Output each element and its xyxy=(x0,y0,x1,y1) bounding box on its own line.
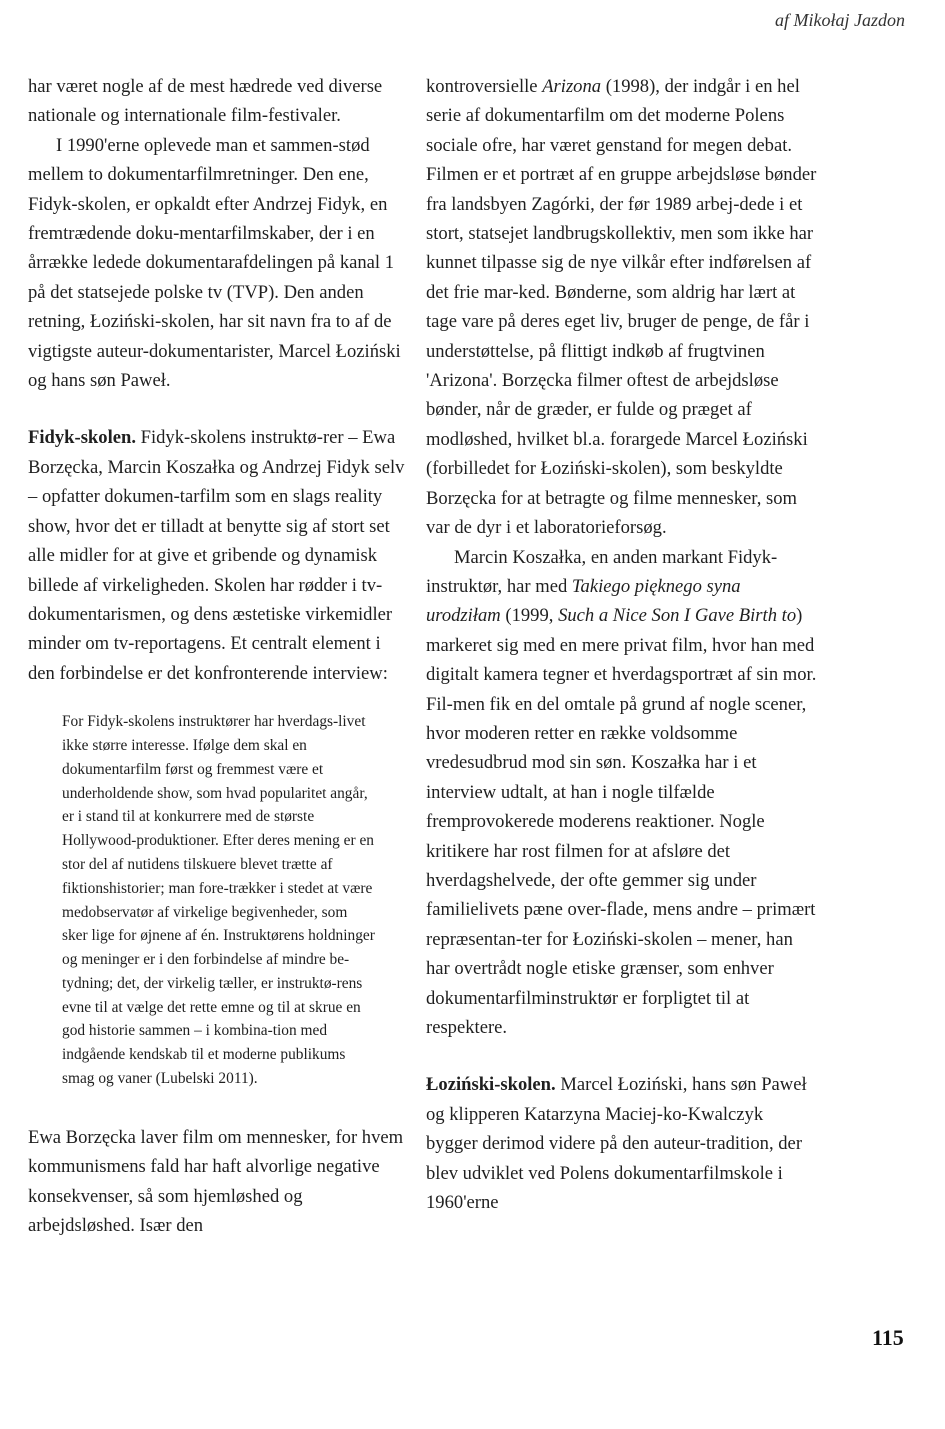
paragraph xyxy=(426,1070,818,1217)
paragraph xyxy=(426,543,818,1043)
block-quote: For Fidyk-skolens instruktører har hverdags-livet ikke større interesse. Ifølge dem skal en dokumentarfilm først og fremmest være et underholdende show, som hvad popularitet angår, er i stand til at konkurrere med de største Hollywood-produktioner. Efter deres mening er en stor del af nutidens tilskuere blevet trætte af fiktionshistorier; man fore-trækker i stedet at være medobservatør af virkelige begivenheder, som sker lige for øjnene af én. Instruktørens holdninger og meninger er i den forbindelse af mindre be-tydning; det, der virkelig tæller, er instruktø-rens evne til at vælge det rette emne og til at skrue en god historie sammen – i kombina-tion med indgående kendskab til et moderne publikums smag og vaner (Lubelski 2011). xyxy=(62,713,375,1088)
paragraph xyxy=(28,423,406,688)
paragraph-text: Fidyk-skolens instruktø-rer – Ewa Borzęcka, Marcin Koszałka og Andrzej Fidyk selv – opfatter dokumen-tarfilm som en slags reality show, hvor det er tilladt at benytte sig af stort set alle midler for at give et gribende og dynamisk billede af virkeligheden. Skolen har rødder i tv-dokumentarismen, og dens æstetiske virkemidler minder om tv-reportagens. Et centralt element i den forbindelse er det konfronterende interview: xyxy=(28,427,405,684)
paragraph: I 1990'erne oplevede man et sammen-stød mellem to dokumentarfilmretninger. Den ene, Fidyk-skolen, er opkaldt efter Andrzej Fidyk, en fremtrædende doku-mentarfilmskaber, der i en årrække ledede dokumentarafdelingen på kanal 1 på det statsejede polske tv (TVP). Den anden retning, Łoziński-skolen, har sit navn fra to af de vigtigste auteur-dokumentarister, Marcel Łoziński og hans søn Paweł. xyxy=(28,134,401,392)
film-title: Arizona xyxy=(542,76,602,97)
right-column xyxy=(426,72,818,1217)
paragraph-text: Marcel Łoziński, hans søn Paweł og klipperen Katarzyna Maciej-ko-Kwalczyk bygger derimod videre på den auteur-tradition, der blev udviklet ved Polens dokumentarfilmskole i 1960'erne xyxy=(426,1074,807,1214)
paragraph: har været nogle af de mest hædrede ved diverse nationale og internationale film-festivaler. xyxy=(28,76,383,127)
paragraph xyxy=(426,72,818,543)
paragraph-text: Marcin Koszałka, en anden markant Fidyk-instruktør, har med xyxy=(426,546,778,597)
film-title-english: Such a Nice Son I Gave Birth to xyxy=(558,605,797,627)
section-heading-lozinski: Łoziński-skolen. xyxy=(426,1074,556,1096)
section-heading-fidyk: Fidyk-skolen. xyxy=(28,427,136,449)
left-column xyxy=(28,72,406,1241)
paragraph-text: (1999, xyxy=(500,605,559,627)
film-title: Takiego pięknego syna urodziłam xyxy=(426,575,741,627)
paragraph: Ewa Borzęcka laver film om mennesker, for hvem kommunismens fald har haft alvorlige negative konsekvenser, så som hjemløshed og arbejdsløshed. Især den xyxy=(28,1126,404,1237)
paragraph-text: kontroversielle xyxy=(426,76,543,97)
running-head: af Mikołaj Jazdon xyxy=(775,10,905,30)
paragraph-text: ) markeret sig med en mere privat film, hvor han med digitalt kamera tegner et hverdagsportræt af sin mor. Fil-men fik en del omtale på grund af nogle scener, hvor moderen retter en række voldsomme vredesudbrud mod sin søn. Koszałka har i et interview udtalt, at han i nogle tilfælde fremprovokerede moderens reaktioner. Nogle kritikere har rost filmen for at afsløre det hverdagshelvede, der ofte gemmer sig under familielivets pæne over-flade, mens andre – primært repræsentan-ter for Łoziński-skolen – mener, han har overtrådt nogle etiske grænser, som enhver dokumentarfilminstruktør er forpligtet til at respektere. xyxy=(426,605,817,1038)
page-number: 115 xyxy=(872,1325,904,1350)
paragraph-text: (1998), der indgår i en hel serie af dokumentarfilm om det moderne Polens sociale ofre, har været genstand for megen debat. Filmen er et portræt af en gruppe arbejdsløse bønder fra landsbyen Zagórki, der før 1989 arbej-dede i et stort, statsejet landbrugskollektiv, men som ikke har kunnet tilpasse sig de nye vilkår efter indførelsen af det frie mar-ked. Bønderne, som aldrig har lært at tage vare på deres eget liv, bruger de penge, de får i understøttelse, på flittigt indkøb af frugtvinen 'Arizona'. Borzęcka filmer oftest de arbejdsløse bønder, når de græder, er fulde og præget af modløshed, hvilket bl.a. forargede Marcel Łoziński (forbilledet for Łoziński-skolen), som beskyldte Borzęcka for at betragte og filme mennesker, som var de dyr i et laboratorieforsøg. xyxy=(426,76,817,539)
